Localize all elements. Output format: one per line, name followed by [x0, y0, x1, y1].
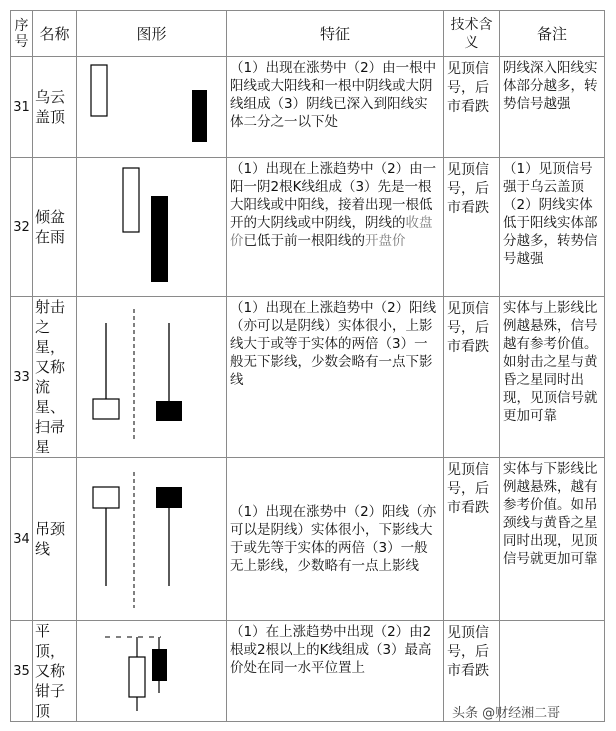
note-text: 实体与下影线比例越悬殊，越有参考价值。如吊颈线与黄昏之星同时出现，见顶信号就更加可靠: [500, 458, 605, 621]
hanging-man-icon: [77, 458, 227, 620]
table-row: [11, 57, 605, 158]
feature-text: （1）在上涨趋势中出现（2）由2根或2根以上的K线组成（3）最高价处在同一水平位置上: [227, 621, 444, 722]
watermark: 头条 @财经湘二哥: [452, 706, 561, 721]
pattern-figure-pouring-rain: [77, 158, 227, 297]
candlestick-pattern-table: [10, 10, 605, 722]
table-row: [11, 458, 605, 621]
dark-cloud-cover-icon: [77, 57, 227, 157]
header-num: 序号: [11, 11, 33, 57]
row-number: 31: [11, 57, 33, 158]
tech-meaning: 见顶信号，后市看跌: [444, 621, 500, 722]
table-row: [11, 297, 605, 458]
feature-text: （1）出现在上涨趋势中（2）阳线（亦可以是阴线）实体很小，上影线大于或等于实体的两倍（3）一般无下影线，少数会略有一点下影线: [227, 297, 444, 458]
note-text: （1）见顶信号强于乌云盖顶（2）阴线实体低于阳线实体部分越多，转势信号越强: [500, 158, 605, 297]
row-number: 32: [11, 158, 33, 297]
pattern-figure-hanging-man: [77, 458, 227, 621]
pattern-figure-shooting-star: [77, 297, 227, 458]
header-row: [11, 11, 605, 57]
tech-meaning: 见顶信号，后市看跌: [444, 57, 500, 158]
note-text: 阴线深入阳线实体部分越多，转势信号越强: [500, 57, 605, 158]
pattern-name: 乌云盖顶: [33, 57, 77, 158]
feature-text: （1）出现在涨势中（2）由一根中阳线或大阳线和一根中阴线或大阴线组成（3）阴线已深入到阳线实体二分之一以下处: [227, 57, 444, 158]
pattern-figure-dark-cloud: [77, 57, 227, 158]
tech-meaning: 见顶信号，后市看跌: [444, 297, 500, 458]
header-note: 备注: [500, 11, 605, 57]
header-feature: 特征: [227, 11, 444, 57]
note-text: 实体与上影线比例越悬殊，信号越有参考价值。如射击之星与黄昏之星同时出现，见顶信号就更加可靠: [500, 297, 605, 458]
pattern-figure-flat-top: [77, 621, 227, 722]
feature-text: （1）出现在上涨趋势中（2）由一阳一阴2根K线组成（3）先是一根大阳线或中阳线，接着出现一根低开的大阴线或中阴线，阴线的收盘价已低于前一根阳线的开盘价: [227, 158, 444, 297]
pattern-name: 平顶，又称钳子顶: [33, 621, 77, 722]
header-figure: 图形: [77, 11, 227, 57]
table-row: [11, 158, 605, 297]
tech-meaning: 见顶信号，后市看跌: [444, 158, 500, 297]
flat-top-icon: [77, 621, 227, 721]
pattern-name: 射击之星，又称流星、扫帚星: [33, 297, 77, 458]
header-name: 名称: [33, 11, 77, 57]
pattern-name: 倾盆在雨: [33, 158, 77, 297]
tech-meaning: 见顶信号，后市看跌: [444, 458, 500, 621]
row-number: 33: [11, 297, 33, 458]
row-number: 34: [11, 458, 33, 621]
pattern-name: 吊颈线: [33, 458, 77, 621]
header-tech: 技术含义: [444, 11, 500, 57]
row-number: 35: [11, 621, 33, 722]
pouring-rain-icon: [77, 158, 227, 296]
feature-text: （1）出现在涨势中（2）阳线（亦可以是阴线）实体很小，下影线大于或先等于实体的两倍（3）一般无上影线，少数略有一点上影线: [227, 458, 444, 621]
shooting-star-icon: [77, 297, 227, 457]
